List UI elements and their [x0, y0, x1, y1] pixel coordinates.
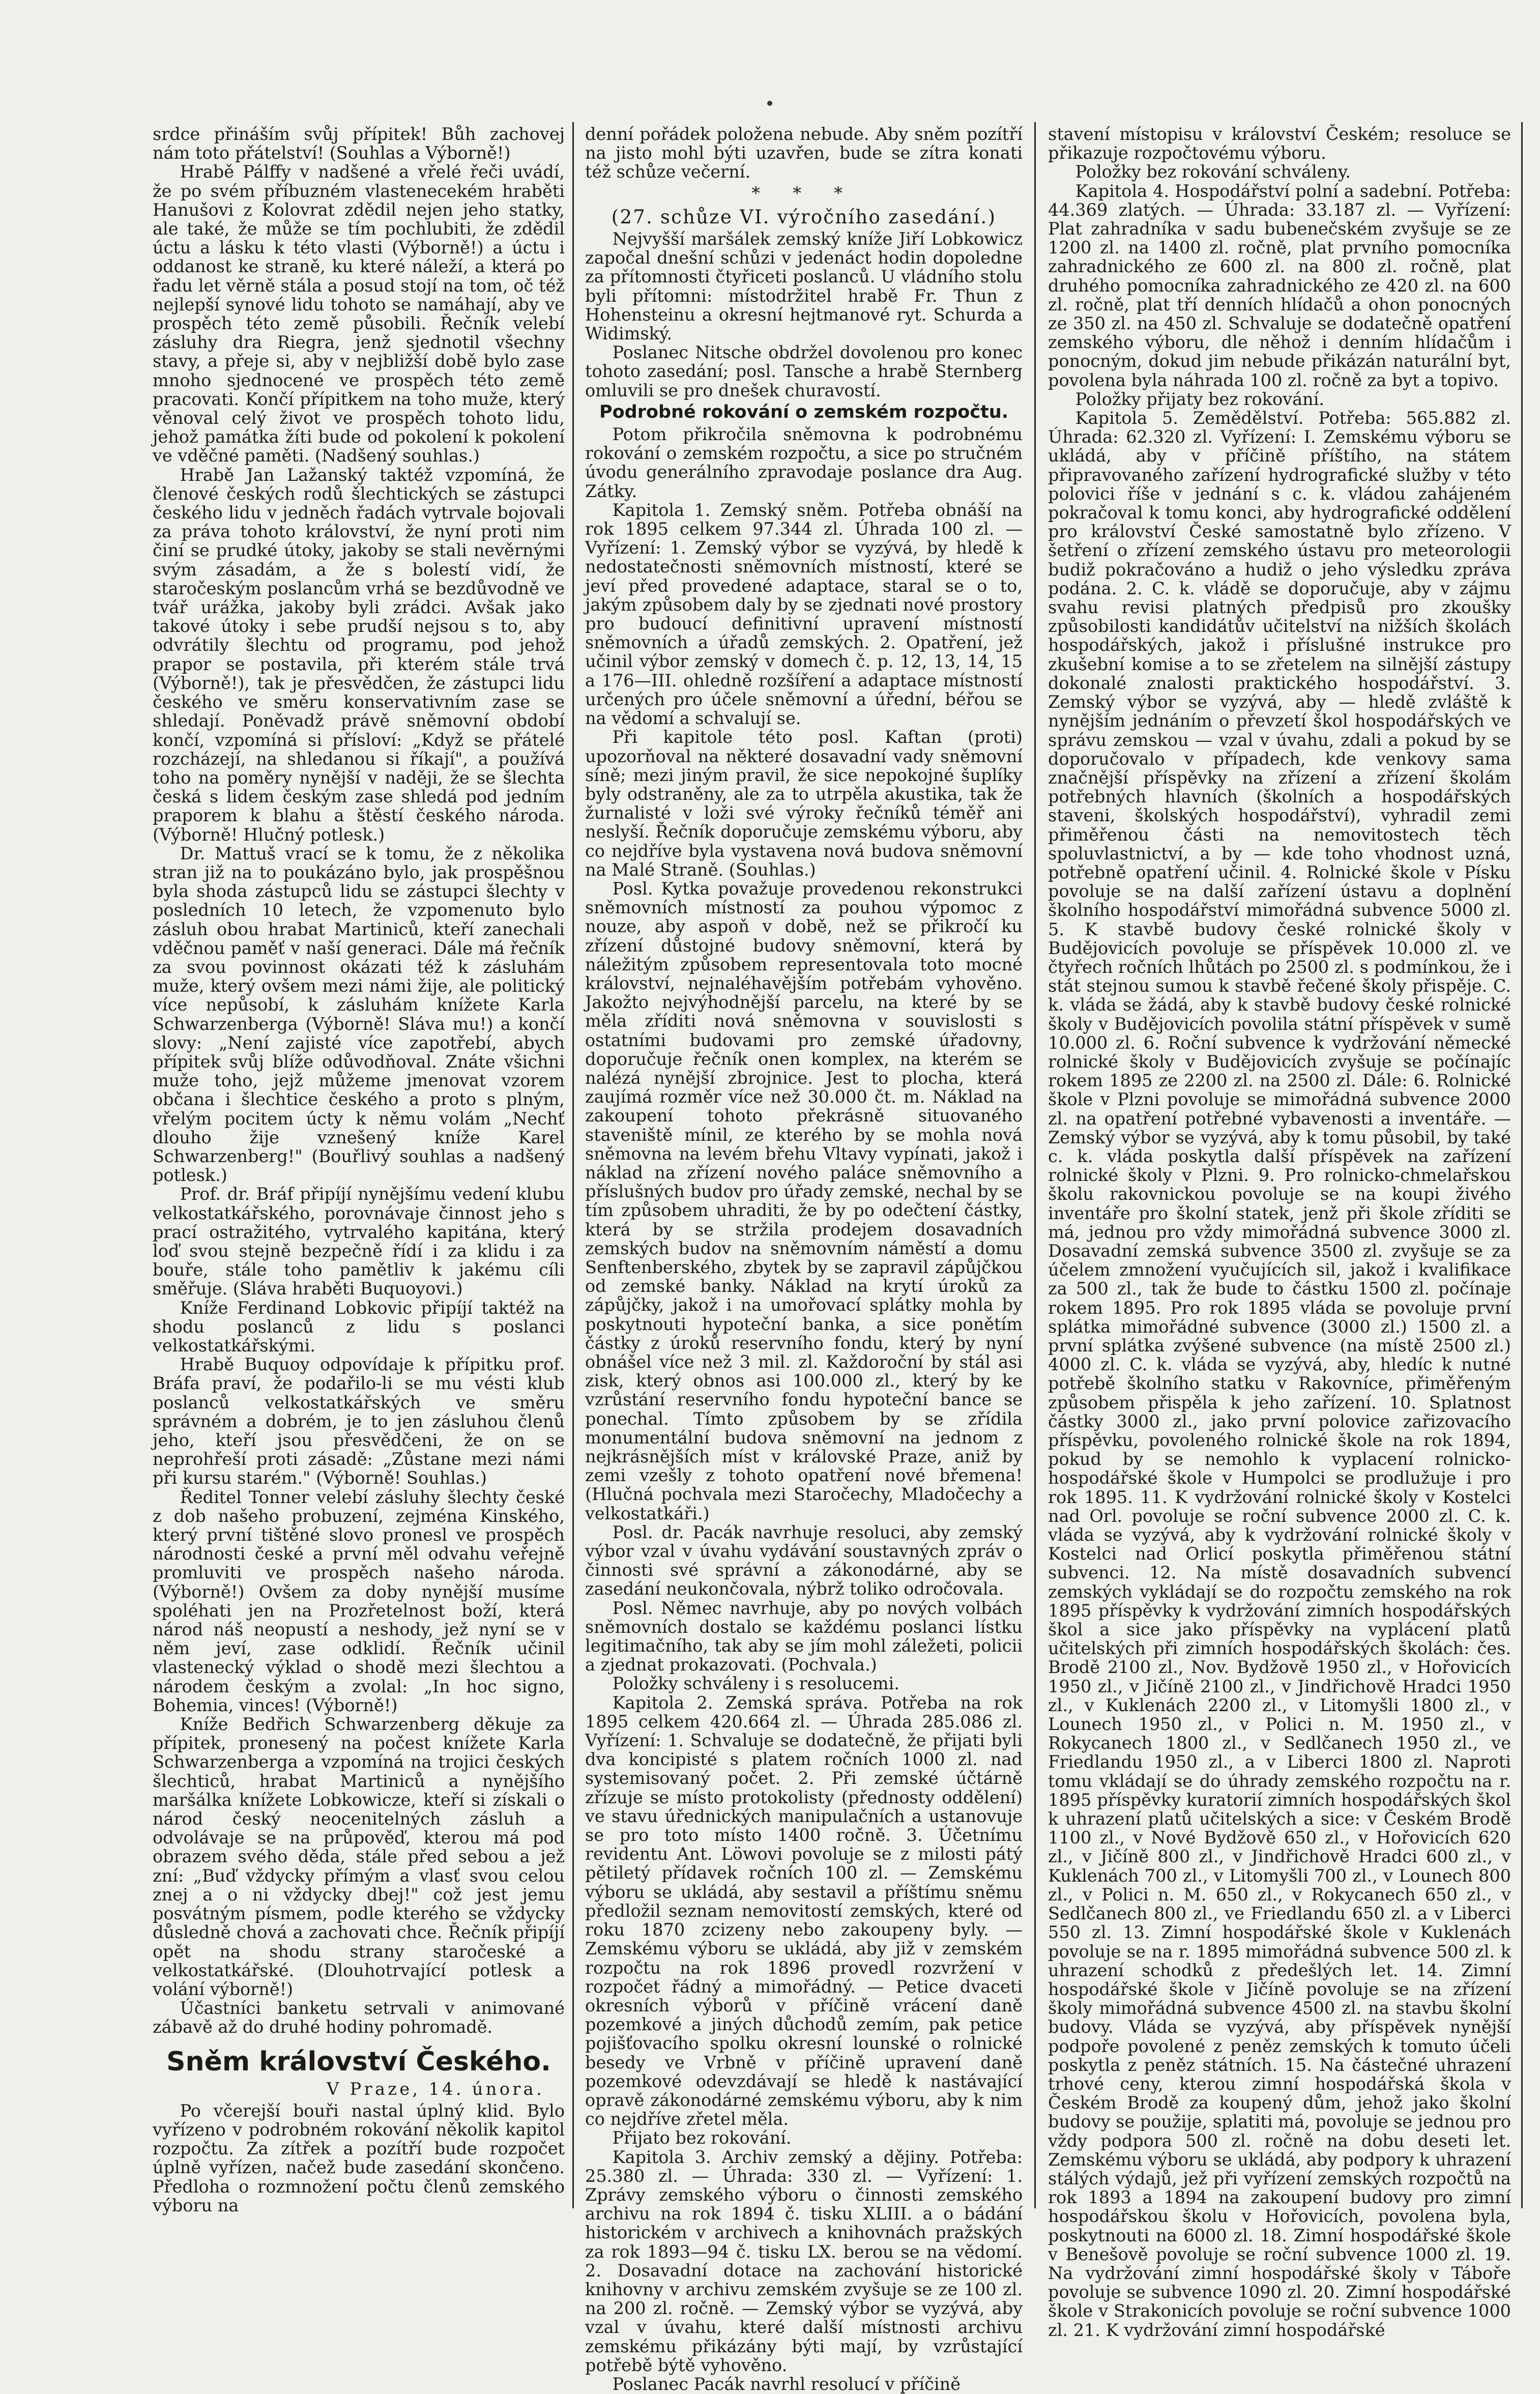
paragraph: Kapitola 4. Hospodářství polní a sadební. Potřeba: 44.369 zlatých. — Úhrada: 33.187 zl. — Vyřízení: Plat zahradníka v sadu bubenečském zvyšuje se ze 1200 zl. na 1400 zl. ročně, plat prvního pomocníka zahradnického ze 600 zl. na 800 zl. ročně, plat druhého pomocníka zahradnického ze 420 zl. na 600 zl. ročně, plat tří denních hlídačů a ohon ponocných ze 350 zl. na 450 zl. Schvaluje se dodatečně opatření zemského výboru, dle něhož i denním hlídačům i ponocným, dokud jim nebude přikázán naturální byt, povolena byla náhrada 100 zl. ročně za byt a topivo.: [1048, 181, 1511, 390]
section-heading: Sněm království Českého.: [166, 2046, 551, 2077]
paragraph: Posl. dr. Pacák navrhuje resoluci, aby zemský výbor vzal v úvahu vydávání soustavných zpráv o činnosti své správní a zákonodárné, aby se zasedání neukončovala, nýbrž toliko odročovala.: [585, 1522, 1023, 1599]
paragraph: Položky bez rokování schváleny.: [1075, 162, 1351, 182]
column-rule: [1521, 122, 1523, 2208]
paragraph: Potom přikročila sněmovna k podrobnému rokování o zemském rozpočtu, a sice po stručném úvodu generálního zpravodaje poslance dra Aug. Zátky.: [585, 424, 1023, 501]
column-2: [585, 124, 1023, 2394]
paragraph: Kapitola 5. Zemědělství. Potřeba: 565.882 zl. Úhrada: 62.320 zl. Vyřízení: I. Zemskému výboru se ukládá, aby v příčině příštího, na státem připravovaného zařízení hydrografické služby v této polovici říše v jednání s c. k. vládou zahájeném pokračoval k tomu konci, aby hydrografické oddělení pro království České samostatně bylo zřízeno. V šetření o zřízení zemského ústavu pro meteorologii budiž pokračováno a hudiž o jeho výsledku zpráva podána. 2. C. k. vládě se doporučuje, aby v zájmu svahu revisi platných předpisů pro zkoušky způsobilosti kandidátův učitelství na nižších školách hospodářských, jakož i příslušné instrukce pro zkušební komise a to se zřetelem na silnější zástupy dokonalé znalosti praktického hospodářství. 3. Zemský výbor se vyzývá, aby — hledě zvláště k nynějším jednáním o převzetí škol hospodářských ve správu zemskou — vzal v úvahu, zdali a pokud by se doporučovalo v případech, kde venkovy sama značnější příspěvky na zřízení a zřízení školám potřebných hlavních (školních a hospodářských staveni, školských hospodářství), vyhradil zemi přiměřenou části na nemovitostech těch spoluvlastnictví, a by — kde toho vhodnost uzná, potřebně opatření učinil. 4. Rolnické škole v Písku povoluje se na další zařízení ústavu a doplnění školního hospodářství mimořádná subvence 5000 zl. 5. K stavbě budovy české rolnické školy v Budějovicích povoluje se příspěvek 10.000 zl. ve čtyřech ročních lhůtách po 2500 zl. s podmínkou, že i stát stejnou sumou k stavbě řečené školy přispěje. C. k. vláda se žádá, aby k stavbě budovy české rolnické školy v Budějovicích povolila státní příspěvek v sumě 10.000 zl. 6. Roční subvence k vydržování německé rolnické školy v Budějovicích zvyšuje se počínajíc rokem 1895 ze 2200 zl. na 2500 zl. Dále: 6. Rolnické škole v Plzni povoluje se mimořádná subvence 2000 zl. na opatření potřebné vybavenosti a inventáře. — Zemský výbor se vyzývá, aby k tomu působil, by také c. k. vláda poskytla další příspěvek na zařízení rolnické školy v Plzni. 9. Pro rolnicko-chmelařskou školu rakovnickou povoluje se na koupi živého inventáře pro školní statek, jenž při škole zříditi se má, jednou pro vždy mimořádná subvence 3000 zl. Dosavadní zemská subvence 3500 zl. zvyšuje se za účelem zmnožení vyučujících sil, jakož i kvalifikace za 500 zl., tak že bude to částku 1500 zl. počínaje rokem 1895. Pro rok 1895 vláda se povoluje první splátka mimořádné subvence (3000 zl.) 1500 zl. a první splátka zvýšené subvence (na místě 2500 zl.) 4000 zl. C. k. vláda se vyzývá, aby, hledíc k nutné potřebě školního statku v Rakovníce, přiměřeným způsobem přispěla k jeho zařízení. 10. Splatnost částky 3000 zl., jako první polovice zařizovacího příspěvku, povoleného rolnické škole na rok 1894, pokud by se nemohlo k vyplacení rolnicko-hospodářské škole v Humpolci se prodlužuje i pro rok 1895. 11. K vydržování rolnické školy v Kostelci nad Orl. povoluje se roční subvence 2000 zl. C. k. vláda se vyzývá, aby k vydržování rolnické školy v Kostelci nad Orlicí poskytla přiměřenou státní subvenci. 12. Na místě dosavadních subvencí zemských vykládají se do rozpočtu zemského na rok 1895 příspěvky k vydržování zimních hospodářských škol a sice jako příspěvky na vyplácení platů učitelských při zimních hospodářských školách: čes. Brodě 2100 zl., Nov. Bydžově 1950 zl., v Hořovicích 1950 zl., v Jičíně 2100 zl., v Jindřichově Hradci 1950 zl., v Kuklenách 2200 zl., v Litomyšli 1800 zl., v Lounech 1950 zl., v Polici n. M. 1950 zl., v Rokycanech 1800 zl., v Sedlčanech 1950 zl., ve Friedlandu 1950 zl., a v Liberci 1800 zl. Naproti tomu vkládají se do úhrady zemského rozpočtu na r. 1895 příspěvky kuratorií zimních hospodářských škol k uhrazení platů učitelských a sice: v Českém Brodě 1100 zl., v Nové Bydžově 650 zl., v Hořovicích 620 zl., v Jičíně 800 zl., v Jindřichově Hradci 600 zl., v Kuklenách 700 zl., v Litomyšli 700 zl., v Lounech 800 zl., v Polici n. M. 650 zl., v Rokycanech 650 zl., v Sedlčanech 800 zl., ve Friedlandu 650 zl. a v Liberci 550 zl. 13. Zimní hospodářské škole v Kuklenách povoluje se na r. 1895 mimořádná subvence 500 zl. k uhrazení schodků z předešlých let. 14. Zimní hospodářské škole v Jičíně povoluje se na zřízení školy mimořádná subvence 4500 zl. na stavbu školní budovy. Vláda se vyzývá, aby příspěvek nynější podpoře povolené z peněz zemských k tomuto účeli poskytla z peněz státních. 15. Na částečné uhrazení trhové ceny, kterou zimní hospodářská škola v Českém Brodě za koupený dům, jehož jako školní budovy se použije, splatiti má, povoluje se jednou pro vždy podpora 500 zl. ročně na dobu deseti let. Zemskému výboru se ukládá, aby podpory k uhrazení stálých výdajů, jež při vyřízení zemských rozpočtů na rok 1893 a 1894 na zakoupení budovy pro zimní hospodářskou školu v Hořovicích, povolena byla, poskytnouti na 6000 zl. 18. Zimní hospodářské škole v Benešově povoluje se roční subvence 1000 zl. 19. Na vydržování zimní hospodářské školy v Táboře povoluje se subvence 1090 zl. 20. Zimní hospodářské škole v Strakonicích povoluje se roční subvence 1000 zl. 21. K vydržování zimní hospodářské: [1048, 408, 1511, 2340]
paragraph: Nejvyšší maršálek zemský kníže Jiří Lobkowicz započal dnešní schůzi v jedenáct hodin dopoledne za přítomnosti čtyřiceti poslanců. U vládního stolu byli přítomni: místodržitel hrabě Fr. Thun z Hohensteinu a okresní hejtmanové ryt. Schurda a Widimský.: [585, 229, 1023, 344]
paragraph: Po včerejší bouři nastal úplný klid. Bylo vyřízeno v podrobném rokování několik kapitol rozpočtu. Za zítřek a pozítří bude rozpočet úplně vyřízen, načež bude zasedání skončeno. Předloha o rozmnožení počtu členů zemského výboru na: [153, 2100, 565, 2215]
paragraph: stavení místopisu v království Českém; resoluce se přikazuje rozpočtovému výboru.: [1048, 124, 1511, 163]
dateline: V Praze, 14. února.: [327, 2079, 544, 2099]
paragraph: Kníže Ferdinand Lobkovic připíjí taktéž na shodu poslanců z lidu s poslanci velkostatkářskými.: [153, 1297, 565, 1355]
paragraph: denní pořádek položena nebude. Aby sněm pozítří na jisto mohl býti uzavřen, bude se zítra konati též schůze večerní.: [585, 124, 1023, 182]
paragraph: Při kapitole této posl. Kaftan (proti) upozorňoval na některé dosavadní vady sněmovní síně; mezi jiným pravil, že sice nepokojné šuplíky byly odstraněny, ale za to utrpěla akustika, tak že žurnalisté v loži své výroky řečníků téměř ani neslyší. Řečník doporučuje zemskému výboru, aby co nejdříve byla vystavena nová budova sněmovní na Malé Straně. (Souhlas.): [585, 727, 1023, 880]
paragraph: Posl. Kytka považuje provedenou rekonstrukci sněmovních místností za pouhou výpomoc z nouze, aby aspoň v době, než se přikročí ku zřízení důstojné budovy sněmovní, která by náležitým způsobem representovala toto mocné království, nejnaléhavějším potřebám vyhověno. Jakožto nejvýhodnější parcelu, na které by se měla zříditi nová sněmovna v souvislosti s ostatními budovami pro zemské úřadovny, doporučuje řečník onen komplex, na kterém se nalézá nynější zbrojnice. Jest to plocha, která zaujímá rozměr více než 30.000 čt. m. Náklad na zakoupení tohoto překrásně situovaného staveniště mínil, ze kterého by se mohla nová sněmovna na levém břehu Vltavy vypínati, jakož i náklad na zřízení nového paláce sněmovního a příslušných budov pro úřady zemské, nechal by se tím způsobem uhraditi, že by po odečtení částky, která by se stržila prodejem dosavadních zemských budov na sněmovním náměstí a domu Senftenberského, zbytek by se zapravil zápůjčkou od zemské banky. Náklad na krytí úroků za zápůjčky, jakož i na umořovací splátky mohla by poskytnouti hypoteční banka, a sice ponětím částky z úroků reservního fondu, který by nyní obnášel více než 3 mil. zl. Každoroční by stál asi zisk, který obnos asi 100.000 zl., který by ke vzrůstání reservního fondu hypoteční bance se ponechal. Tímto způsobem by se zřídila monumentální budova sněmovní na jednom z nejkrásnějších míst v královské Praze, aniž by zemi vzešly z tohoto opatření nové břemena! (Hlučná pochvala mezi Staročechy, Mladočechy a velkostatkáři.): [585, 878, 1023, 1523]
paragraph: Kapitola 2. Zemská správa. Potřeba na rok 1895 celkem 420.664 zl. — Úhrada 285.086 zl. Vyřízení: 1. Schvaluje se dodatečně, že přijati byli dva koncipisté s platem ročních 1000 zl. nad systemisovaný počet. 2. Při zemské účtárně zřízuje se místo protokolisty (přednosty oddělení) ve stavu úřednických manipulačních a ustanovuje se pro toto místo 1400 ročně. 3. Účetnímu revidentu Ant. Löwovi povoluje se z milosti pátý pětiletý přídavek ročních 100 zl. — Zemskému výboru se ukládá, aby sestavil a příštímu sněmu předložil seznam nemovitostí zemských, které od roku 1870 zcizeny nebo zakoupeny byly. — Zemskému výboru se ukládá, aby již v zemském rozpočtu na rok 1896 provedl rozvržení v rozpočet řádný a mimořádný. — Petice dvaceti okresních výborů v příčině vrácení daně pozemkové a jiných důchodů zemím, pak petice pojišťovacího spolku okresní lounské o rolnické besedy ve Vrbně v příčině upravení daně pozemkové odevzdávají se hledě k nastávající opravě zákonodárné zemskému výboru, aby k nim co nejdříve zřetel měla.: [585, 1692, 1023, 2129]
page-dot: [767, 101, 772, 106]
subheading: Podrobné rokování o zemském rozpočtu.: [599, 401, 1008, 422]
paragraph: Položky schváleny i s resolucemi.: [612, 1674, 899, 1694]
column-rule: [1034, 122, 1036, 2208]
column-rule: [572, 122, 574, 2208]
paragraph: Posl. Němec navrhuje, aby po nových volbách sněmovních dostalo se každému poslanci lístku legitimačního, tak aby se jím mohl záležeti, policii a zjednat prokazovati. (Pochvala.): [585, 1598, 1023, 1675]
paragraph: Kapitola 1. Zemský sněm. Potřeba obnáší na rok 1895 celkem 97.344 zl. Úhrada 100 zl. — Vyřízení: 1. Zemský výbor se vyzývá, by hledě k nedostatečnosti sněmovních místností, které se jeví před provedené adaptace, staral se o to, jakým způsobem daly by se zjednati nové prostory pro budoucí definitivní upravení místností sněmovních a úřadů zemských. 2. Opatření, jež učinil výbor zemský v domech č. p. 12, 13, 14, 15 a 176—III. ohledně rozšíření a adaptace místností určených pro účele sněmovní a úřední, béřou se na vědomí a schvalují se.: [585, 500, 1023, 729]
paragraph: srdce přináším svůj přípitek! Bůh zachovej nám toto přátelství! (Souhlas a Výborně!): [153, 124, 565, 163]
paragraph: Ředitel Tonner velebí zásluhy šlechty české z dob našeho probuzení, zejména Kinského, který první tištěné slovo pronesl ve prospěch národnosti české a první měl odvahu veřejně promluviti ve prospěch našeho národa. (Výborně!) Ovšem za doby nynější musíme spoléhati jen na Prozřetelnost boží, která národ náš neopustí a neshody, jež nyní se v něm jeví, zase odklidí. Řečník učinil vlastenecký výklad o shodě mezi šlechtou a národem českým a zvolal: „In hoc signo, Bohemia, vinces! (Výborně!): [153, 1487, 565, 1715]
paragraph: Kníže Bedřich Schwarzenberg děkuje za přípitek, pronesený na počest knížete Karla Schwarzenberga a vzpomíná na trojici českých šlechticů, hrabat Martiniců a nynějšího maršálka knížete Lobkowicze, kteří si získali o národ český neocenitelných zásluh a odvolávaje se na průpověď, kterou má pod obrazem svého děda, stále před sebou a jež zní: „Buď vždycky přímým a vlasť svou celou znej a o ni vždycky dbej!" což jest jemu posvátným písmem, podle kterého se vždycky důsledně chová a zachovati chce. Řečník připíjí opět na shodu strany staročeské a velkostatkářské. (Dlouhotrvající potlesk a volání výborně!): [153, 1714, 565, 1999]
column-1: [153, 124, 565, 2215]
paragraph: Položky přijaty bez rokování.: [1075, 389, 1324, 409]
paragraph: Hrabě Buquoy odpovídaje k přípitku prof. Bráfa praví, že podařilo-li se mu vésti klub poslanců velkostatkářských ve směru správném a dobrém, je to jen zásluhou členů jeho, kteří jsou přesvědčeni, že on se neprohřeší proti zásadě: „Zůstane mezi námi při kursu starém." (Výborně! Souhlas.): [153, 1354, 565, 1488]
paragraph: Poslanec Nitsche obdržel dovolenou pro konec tohoto zasedání; posl. Tansche a hrabě Sternberg omluvili se pro dnešek churavostí.: [585, 342, 1023, 400]
paragraph: Hrabě Jan Lažanský taktéž vzpomíná, že členové českých rodů šlechtických se zástupci českého lidu v jedněch řadách vytrvale bojovali za práva tohoto království, že nyní proti nim činí se prudké útoky, jakoby se stali nevěrnými svým zásadám, a že s bolestí vidí, že staročeským poslancům vrhá se bezdůvodně ve tvář urážka, jakoby byli zrádci. Avšak jako takové útoky i sebe prudší nejsou s to, aby odvrátily šlechtu od programu, pod jehož prapor se postavila, při kterém stále trvá (Výborně!), tak je přesvědčen, že zástupci lidu českého ve směru konservativním zase se shledají. Poněvadž právě sněmovní období končí, vzpomíná si přísloví: „Když se přátelé rozcházejí, na shledanou si říkají", a používá toho na poměry nynější v naději, že se šlechta česká s lidem českým zase shledá pod jedním praporem k blahu a štěstí českého národa. (Výborně! Hlučný potlesk.): [153, 465, 565, 845]
column-3: [1048, 124, 1511, 2340]
paragraph: Prof. dr. Bráf připíjí nynějšímu vedení klubu velkostatkářského, porovnávaje činnost jeho s prací ostražitého, vytrvalého kapitána, který loď svou stejně bezpečně řídí i za klidu i za bouře, stále toho pamětliv k jakému cíli směřuje. (Sláva hraběti Buquoyovi.): [153, 1184, 565, 1299]
paragraph: Dr. Mattuš vrací se k tomu, že z několika stran již na to poukázáno bylo, jak prospěšnou byla shoda zástupců lidu se zástupci šlechty v posledních 10 letech, že vzpomenuto bylo zásluh obou hrabat Martiniců, kteří zanechali vděčnou paměť v naší generaci. Dále má řečník za svou povinnost okázati též k zásluhám muže, který ovšem mezi námi žije, ale politický více nepůsobí, k zásluhám knížete Karla Schwarzenberga (Výborně! Sláva mu!) a končí slovy: „Není zajisté více zapotřebí, abych přípitek svůj blíže odůvodňoval. Znáte všichni muže toho, jejž můžeme jmenovat vzorem občana i šlechtice českého a proto s plným, vřelým pocitem úcty k němu volám „Nechť dlouho žije vznešený kníže Karel Schwarzenberg!" (Bouřlivý souhlas a nadšený potlesk.): [153, 843, 565, 1186]
separator-stars: * * *: [751, 183, 856, 203]
paragraph: Účastníci banketu setrvali v animované zábavě až do druhé hodiny pohromadě.: [153, 1998, 565, 2037]
paragraph: Kapitola 3. Archiv zemský a dějiny. Potřeba: 25.380 zl. — Úhrada: 330 zl. — Vyřízení: 1. Zprávy zemského výboru o činnosti zemského archivu na rok 1894 č. tisku XLIII. a o bádání historickém v archivech a knihovnách pražských za rok 1893—94 č. tisku LX. berou se na vědomí. 2. Dosavadní dotace na zachování historické knihovny v archivu zemském zvyšuje se ze 100 zl. na 200 zl. ročně. — Zemský výbor se vyzývá, aby vzal v úvahu, které další místnosti archivu zemskému přikázány býti mají, by vzrůstající potřebě býtě vyhověno.: [585, 2147, 1023, 2375]
paragraph: Hrabě Pálffy v nadšené a vřelé řeči uvádí, že po svém příbuzném vlastenecekém hraběti Hanušovi z Kolovrat zdědil nejen jeho statky, ale také, že může se tím pochlubiti, že zdědil úctu a lásku k této vlasti (Výborně!) a úctu i oddanost ke straně, ku které náleží, a která po řadu let věrně stála a posud stojí na tom, oč též nejlepší synové lidu tohoto se namáhají, aby ve prospěch této země působili. Řečník velebí zásluhy dra Riegra, jenž sjednotil všechny stavy, a přeje si, aby v nejbližší době bylo zase mnoho sjednocené ve prospěch této země pracovati. Končí přípitkem na toho muže, který věnoval celý život ve prospěch tohoto lidu, jehož památka žíti bude od pokolení k pokolení ve vděčné paměti. (Nadšený souhlas.): [153, 162, 565, 466]
paragraph: Poslanec Pacák navrhl resolucí v příčině: [612, 2374, 961, 2394]
session-heading: (27. schůze VI. výročního zasedání.): [611, 206, 997, 228]
paragraph: Přijato bez rokování.: [612, 2128, 792, 2148]
